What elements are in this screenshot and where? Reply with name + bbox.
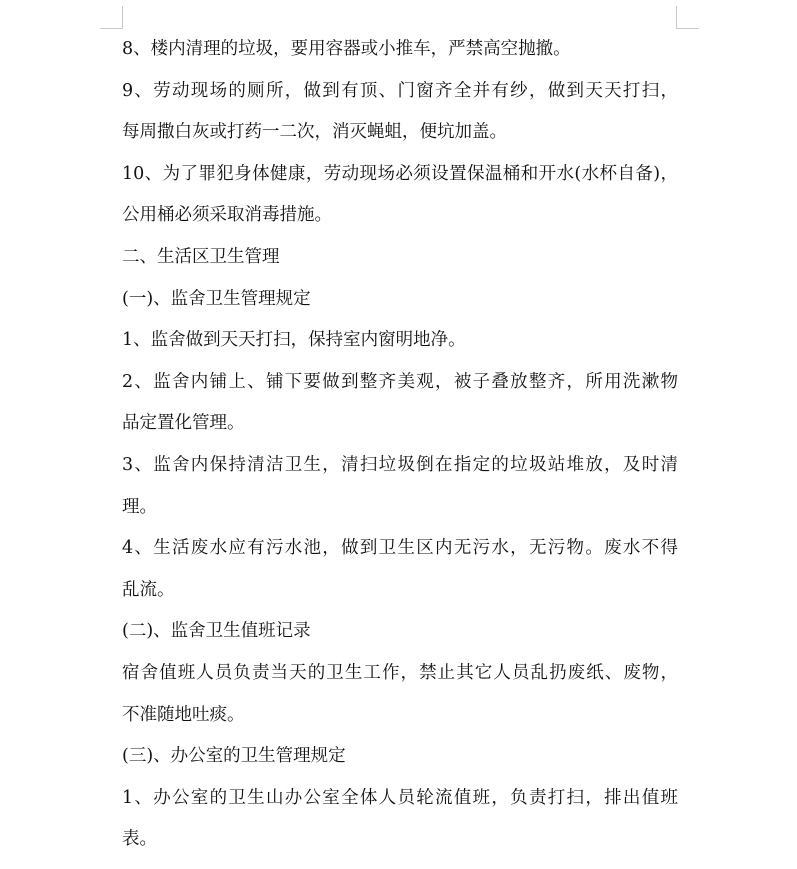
document-body [122, 29, 678, 861]
text-line: 表。 [122, 829, 157, 850]
margin-corner-mark-left [100, 6, 123, 29]
subsection-heading: (三)、办公室的卫生管理规定 [122, 746, 346, 767]
text-line: 每周撒白灰或打药一二次，消灭蝇蛆，便坑加盖。 [122, 122, 507, 143]
text-line: 公用桶必须采取消毒措施。 [122, 205, 332, 226]
text-line: 8、楼内清理的垃圾，要用容器或小推车，严禁高空抛撤。 [122, 39, 571, 59]
subsection-heading: (二)、监舍卫生值班记录 [122, 621, 311, 642]
text-line: 10、为了罪犯身体健康，劳动现场必须设置保温桶和开水(水杯自备)， [122, 163, 678, 184]
text-line: 宿舍值班人员负责当天的卫生工作，禁止其它人员乱扔废纸、废物， [122, 662, 678, 683]
text-line: 2、监舍内铺上、铺下要做到整齐美观，被子叠放整齐，所用洗漱物 [122, 371, 678, 392]
section-heading: 二、生活区卫生管理 [122, 246, 280, 267]
text-line: 9、劳动现场的厕所，做到有顶、门窗齐全并有纱，做到天天打扫， [122, 80, 678, 101]
margin-corner-mark-right [676, 6, 699, 29]
text-line: 1、监舍做到天天打扫，保持室内窗明地净。 [122, 330, 466, 351]
subsection-heading: (一)、监舍卫生管理规定 [122, 288, 311, 309]
text-line: 理。 [122, 496, 157, 517]
text-line: 品定置化管理。 [122, 413, 245, 434]
text-line: 乱流。 [122, 579, 175, 600]
text-line: 3、监舍内保持清洁卫生，清扫垃圾倒在指定的垃圾站堆放，及时清 [122, 454, 678, 475]
text-line: 1、办公室的卫生山办公室全体人员轮流值班，负责打扫，排出值班 [122, 787, 678, 808]
text-line: 不准随地吐痰。 [122, 704, 245, 725]
text-line: 4、生活废水应有污水池，做到卫生区内无污水，无污物。废水不得 [122, 538, 678, 559]
